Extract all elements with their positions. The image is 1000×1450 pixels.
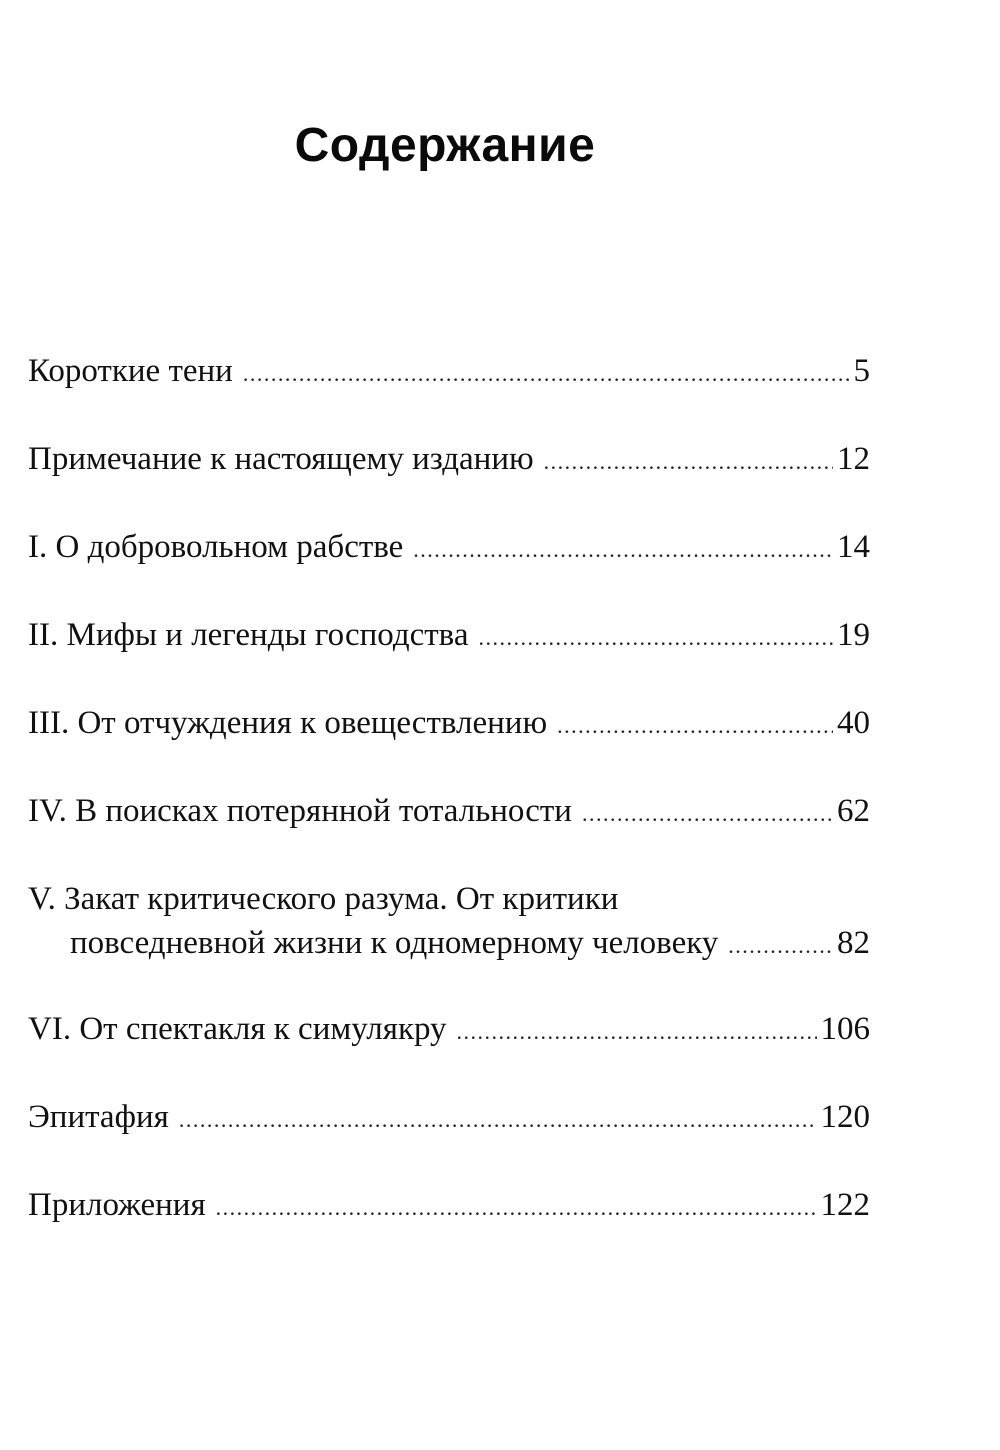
toc-entry <box>28 438 870 526</box>
toc-entry-title: II. Мифы и легенды господства <box>28 617 469 653</box>
toc-entry-title: Приложения <box>28 1187 206 1223</box>
toc-entry-title: III. От отчуждения к овеществлению <box>28 705 548 741</box>
toc-entry-line <box>28 922 870 966</box>
toc-entry-title: Примечание к настоящему изданию <box>28 441 534 477</box>
dot-leader <box>457 1011 817 1053</box>
toc-entry <box>28 350 870 438</box>
dot-leader <box>216 1187 817 1229</box>
table-of-contents <box>28 350 870 1272</box>
dot-leader <box>243 353 850 395</box>
toc-entry-title: Эпитафия <box>28 1099 169 1135</box>
toc-page-number: 122 <box>820 1187 870 1223</box>
toc-entry-line <box>28 878 870 922</box>
toc-page-number: 12 <box>837 441 870 477</box>
toc-entry <box>28 1008 870 1096</box>
toc-page-number: 5 <box>853 353 870 389</box>
toc-entry-title: Короткие тени <box>28 353 233 389</box>
dot-leader <box>728 925 833 967</box>
dot-leader <box>179 1099 817 1141</box>
toc-entry-title: I. О добровольном рабстве <box>28 529 404 565</box>
dot-leader <box>413 529 833 571</box>
toc-entry-title: V. Закат критического разума. От критики <box>28 881 619 917</box>
dot-leader <box>544 441 833 483</box>
toc-entry <box>28 790 870 878</box>
page-title: Содержание <box>294 119 596 172</box>
toc-page-number: 19 <box>837 617 870 653</box>
dot-leader <box>557 705 833 747</box>
toc-page-number: 120 <box>820 1099 870 1135</box>
toc-page-number: 40 <box>837 705 870 741</box>
toc-entry <box>28 702 870 790</box>
dot-leader <box>478 617 833 659</box>
toc-page-number: 106 <box>820 1011 870 1047</box>
toc-page-number: 82 <box>837 925 870 961</box>
toc-entry-title-continued: повседневной жизни к одномерному человеку <box>70 925 719 961</box>
toc-entry <box>28 526 870 614</box>
toc-entry-title: IV. В поисках потерянной тотальности <box>28 793 572 829</box>
toc-entry <box>28 1096 870 1184</box>
toc-entry <box>28 614 870 702</box>
toc-entry <box>28 1184 870 1272</box>
toc-page-number: 14 <box>837 529 870 565</box>
toc-entry-title: VI. От спектакля к симулякру <box>28 1011 447 1047</box>
toc-page-number: 62 <box>837 793 870 829</box>
toc-entry <box>28 878 870 1008</box>
dot-leader <box>582 793 833 835</box>
